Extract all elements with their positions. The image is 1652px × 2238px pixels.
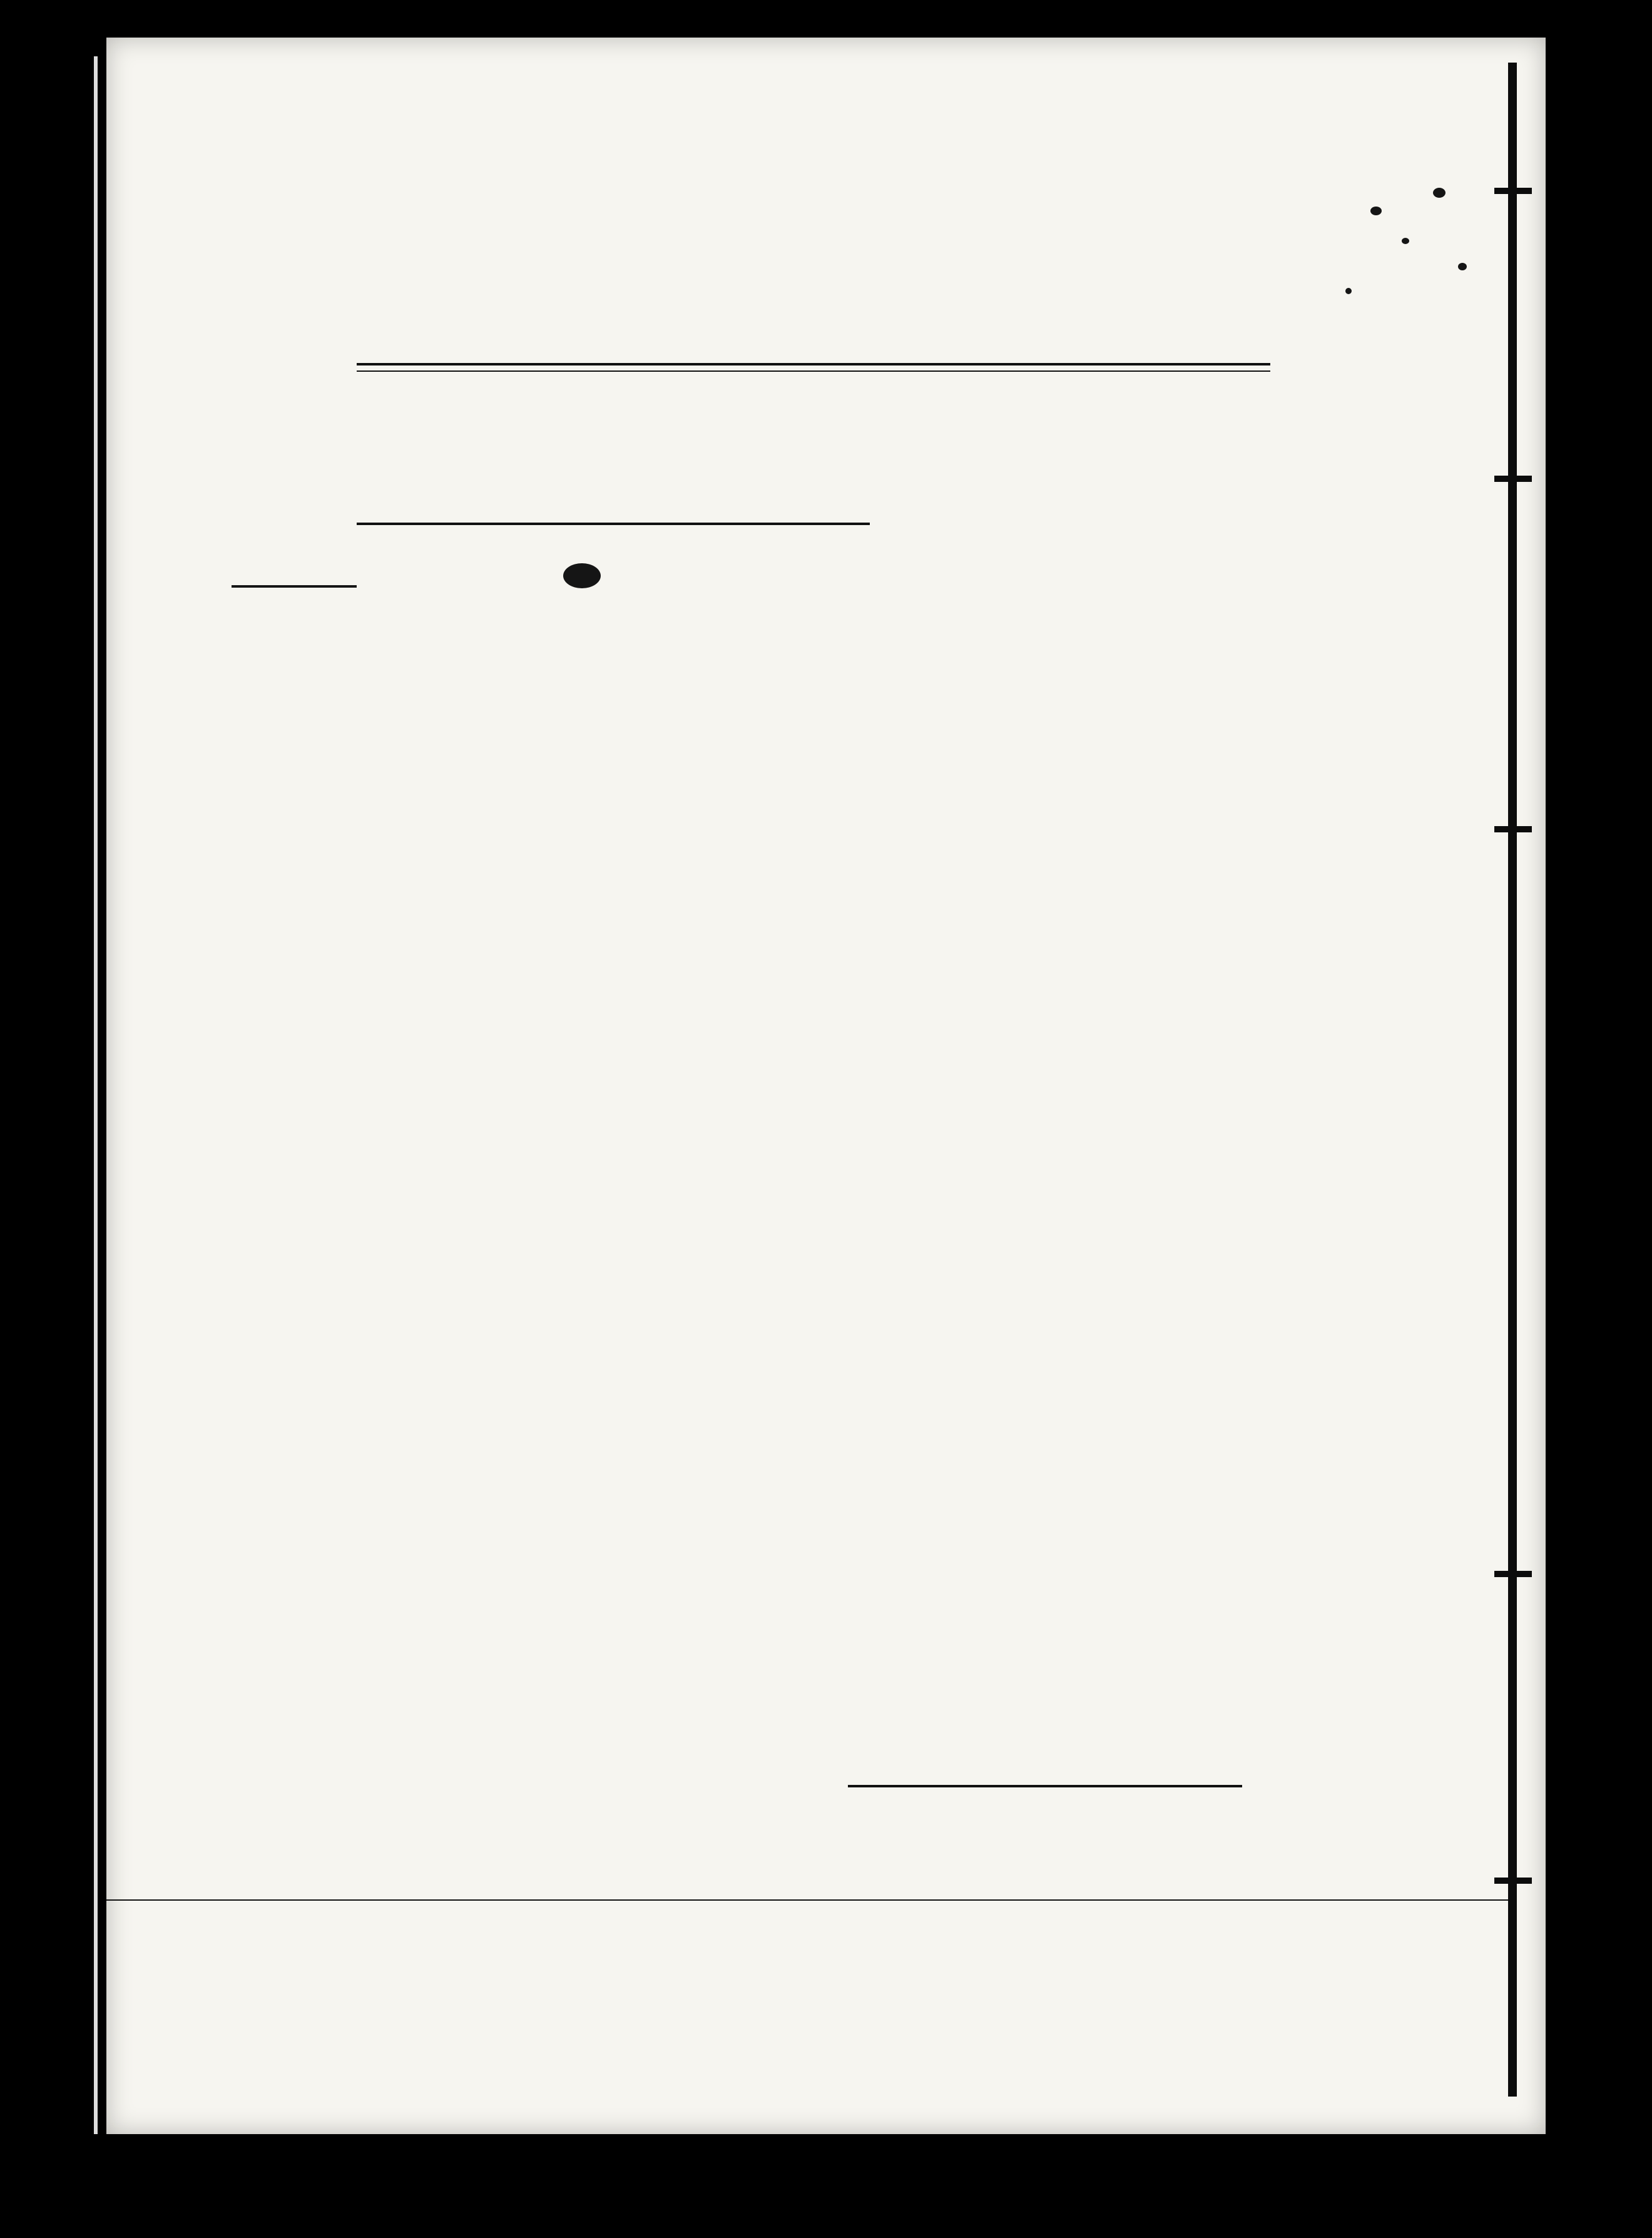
binding-edge bbox=[1508, 63, 1517, 2097]
ink-speckle bbox=[1370, 207, 1382, 215]
totals-rule bbox=[848, 1785, 1242, 1787]
binding-stitch bbox=[1494, 1878, 1532, 1884]
report-row bbox=[350, 570, 1289, 595]
binding-stitch bbox=[1494, 826, 1532, 832]
binding-stitch bbox=[1494, 1571, 1532, 1577]
document-page bbox=[106, 38, 1546, 2134]
ink-speckle bbox=[1458, 263, 1467, 270]
binding-stitch bbox=[1494, 476, 1532, 482]
pencil-mark bbox=[232, 585, 357, 588]
title-rule-thin bbox=[357, 370, 1270, 372]
ink-speckle bbox=[1402, 238, 1409, 244]
page-edge bbox=[94, 56, 98, 2134]
header-rule bbox=[357, 523, 870, 525]
ink-speckle bbox=[1345, 288, 1352, 294]
ink-speckle bbox=[1433, 188, 1446, 198]
binding-stitch bbox=[1494, 188, 1532, 194]
page-bottom-rule bbox=[106, 1899, 1508, 1901]
title-rule bbox=[357, 363, 1270, 365]
